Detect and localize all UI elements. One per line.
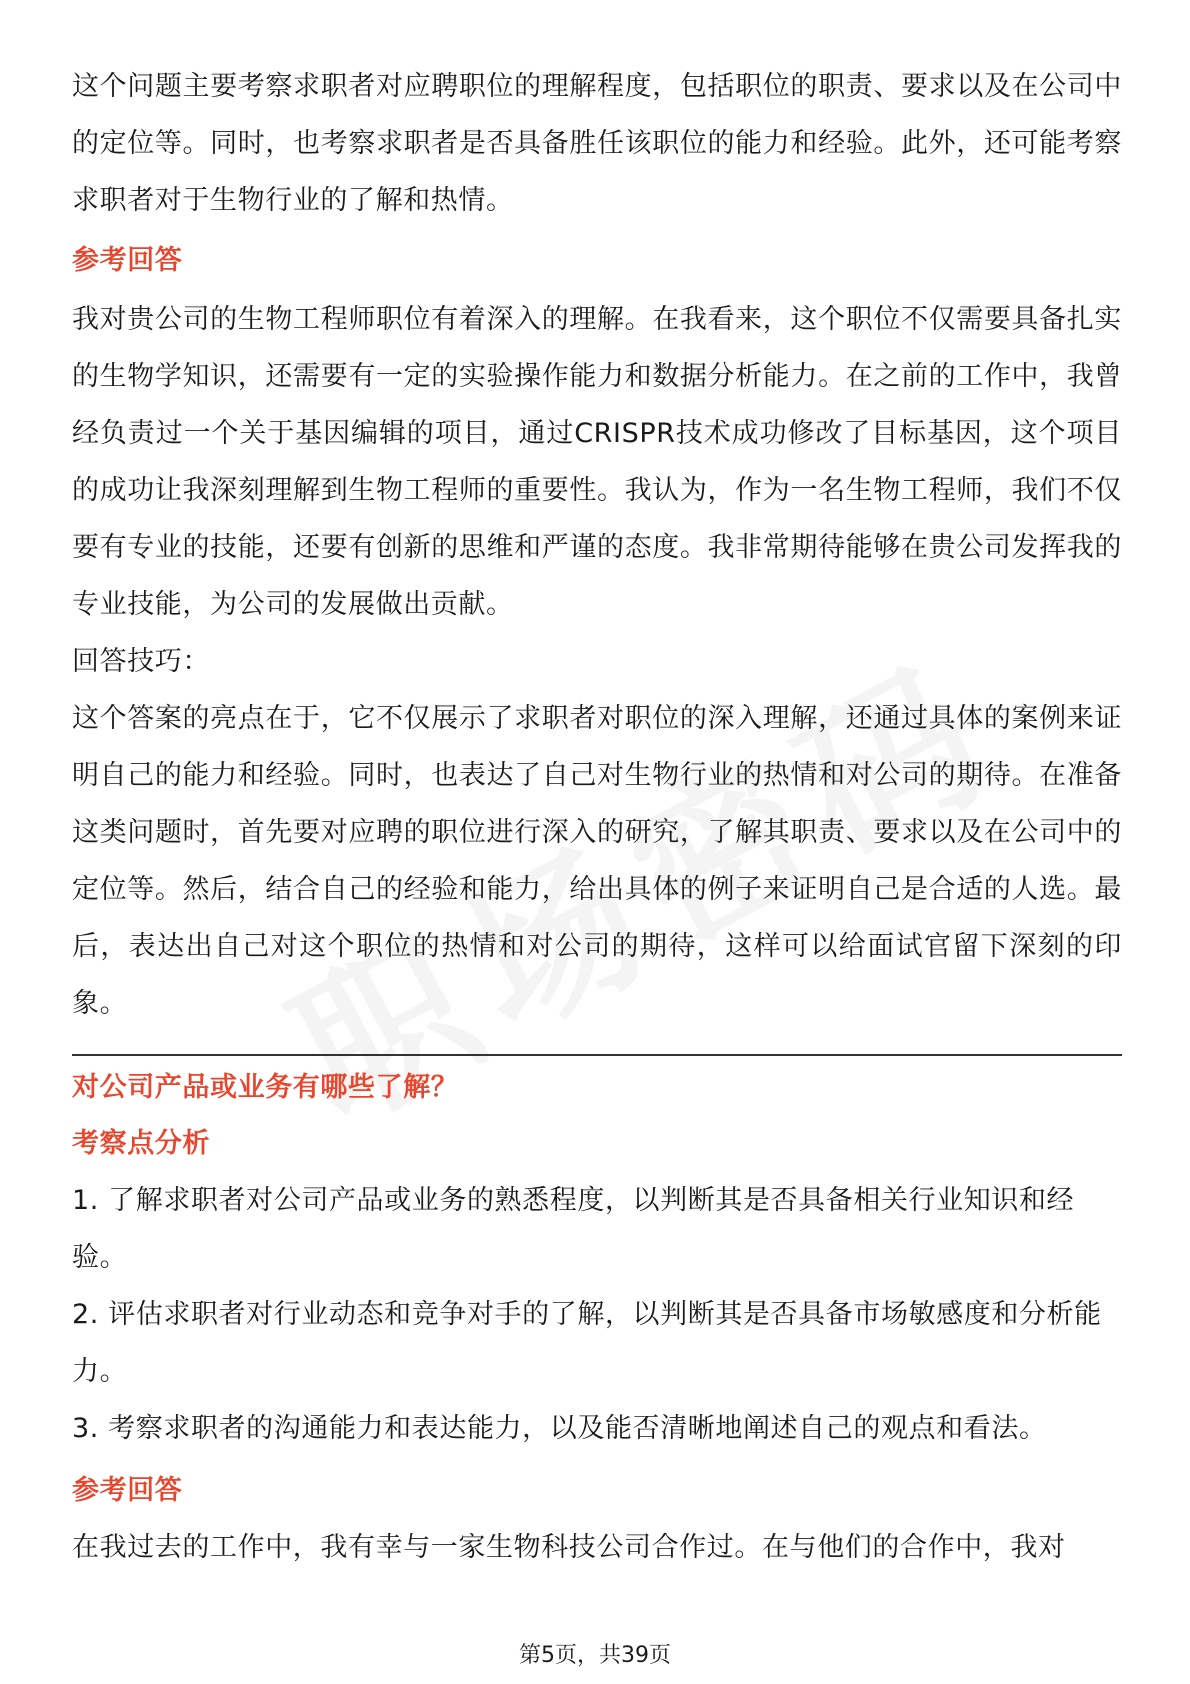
answer-tips-paragraph: 这个答案的亮点在于，它不仅展示了求职者对职位的深入理解，还通过具体的案例来证明自己的能力和经验。同时，也表达了自己对生物行业的热情和对公司的期待。在准备这类问题时，首先要对应聘的职位进行深入的研究，了解其职责、要求以及在公司中的定位等。然后，结合自己的经验和能力，给出具体的例子来证明自己是合适的人选。最后，表达出自己对这个职位的热情和对公司的期待，这样可以给面试官留下深刻的印象。 [72, 703, 1122, 1019]
analysis-item-2: 2. 评估求职者对行业动态和竞争对手的了解，以判断其是否具备市场敏感度和分析能力。 [72, 1299, 1102, 1387]
question-title: 对公司产品或业务有哪些了解？ [72, 1072, 459, 1103]
reference-answer-heading: 参考回答 [72, 245, 183, 276]
reference-answer-paragraph: 我对贵公司的生物工程师职位有着深入的理解。在我看来，这个职位不仅需要具备扎实的生物学知识，还需要有一定的实验操作能力和数据分析能力。在之前的工作中，我曾经负责过一个关于基因编辑的项目，通过CRISPR技术成功修改了目标基因，这个项目的成功让我深刻理解到生物工程师的重要性。我认为，作为一名生物工程师，我们不仅要有专业的技能，还要有创新的思维和严谨的态度。我非常期待能够在贵公司发挥我的专业技能，为公司的发展做出贡献。 [72, 304, 1122, 620]
section-divider [72, 1054, 1122, 1056]
analysis-heading: 考察点分析 [72, 1128, 210, 1159]
analysis-item-3: 3. 考察求职者的沟通能力和表达能力，以及能否清晰地阐述自己的观点和看法。 [72, 1413, 1047, 1444]
page-number-footer: 第5页，共39页 [519, 1643, 671, 1668]
answer-tips-label: 回答技巧： [72, 646, 210, 677]
reference-answer-paragraph-2: 在我过去的工作中，我有幸与一家生物科技公司合作过。在与他们的合作中，我对 [72, 1532, 1066, 1563]
reference-answer-heading-2: 参考回答 [72, 1475, 183, 1506]
intro-paragraph: 这个问题主要考察求职者对应聘职位的理解程度，包括职位的职责、要求以及在公司中的定位等。同时，也考察求职者是否具备胜任该职位的能力和经验。此外，还可能考察求职者对于生物行业的了解和热情。 [72, 71, 1122, 216]
page-content [72, 58, 1122, 1576]
analysis-item-1: 1. 了解求职者对公司产品或业务的熟悉程度，以判断其是否具备相关行业知识和经验。 [72, 1185, 1075, 1273]
